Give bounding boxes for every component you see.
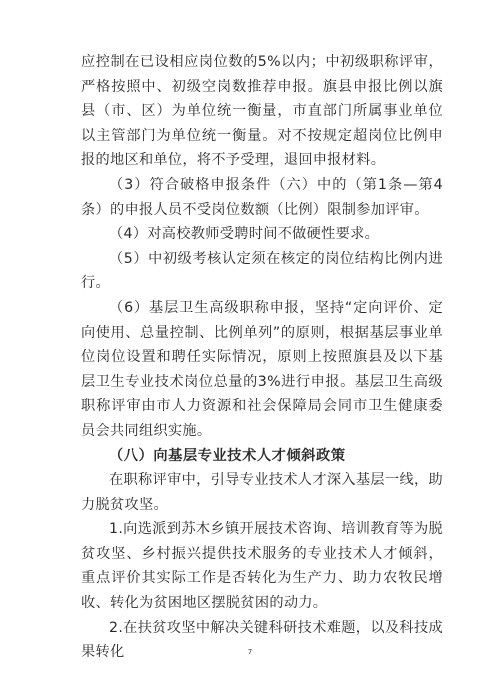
paragraph-item-3: （3）符合破格申报条件（六）中的（第1条—第4条）的申报人员不受岗位数额（比例）限制参加评审。 — [81, 176, 443, 218]
paragraph-point-2: 2.在扶贫攻坚中解决关键科研技术难题，以及科技成果转化 — [81, 619, 443, 661]
document-body — [81, 50, 443, 665]
paragraph-item-4: （4）对高校教师受聘时间不做硬性要求。 — [109, 226, 380, 243]
page-number: 7 — [247, 648, 253, 656]
paragraph-intro: 在职称评审中，引导专业技术人才深入基层一线，助力脱贫攻坚。 — [81, 472, 443, 513]
paragraph-item-5: （5）中初级考核认定须在核定的岗位结构比例内进行。 — [81, 250, 443, 292]
section-heading-8: （八）向基层专业技术人才倾斜政策 — [109, 447, 346, 464]
paragraph-continuation-quota: 应控制在已设相应岗位数的5%以内；中初级职称评审，严格按照中、初级空岗数推荐申报。旗县申报比例以旗县（市、区）为单位统一衡量，市直部门所属事业单位以主管部门为单位统一衡量。对不按规定超岗位比例申报的地区和单位，将不予受理，退回申报材料。 — [81, 54, 443, 169]
paragraph-point-1: 1.向选派到苏木乡镇开展技术咨询、培训教育等为脱贫攻坚、乡村振兴提供技术服务的专业技术人才倾斜，重点评价其实际工作是否转化为生产力、助力农牧民增收、转化为贫困地区摆脱贫困的动力。 — [81, 521, 443, 612]
paragraph-item-6: （6）基层卫生高级职称申报，坚持“定向评价、定向使用、总量控制、比例单列”的原则，根据基层事业单位岗位设置和聘任实际情况，原则上按照旗县及以下基层卫生专业技术岗位总量的3%进行申报。基层卫生高级职称评审由市人力资源和社会保障局会同市卫生健康委员会共同组织实施。 — [81, 299, 443, 439]
